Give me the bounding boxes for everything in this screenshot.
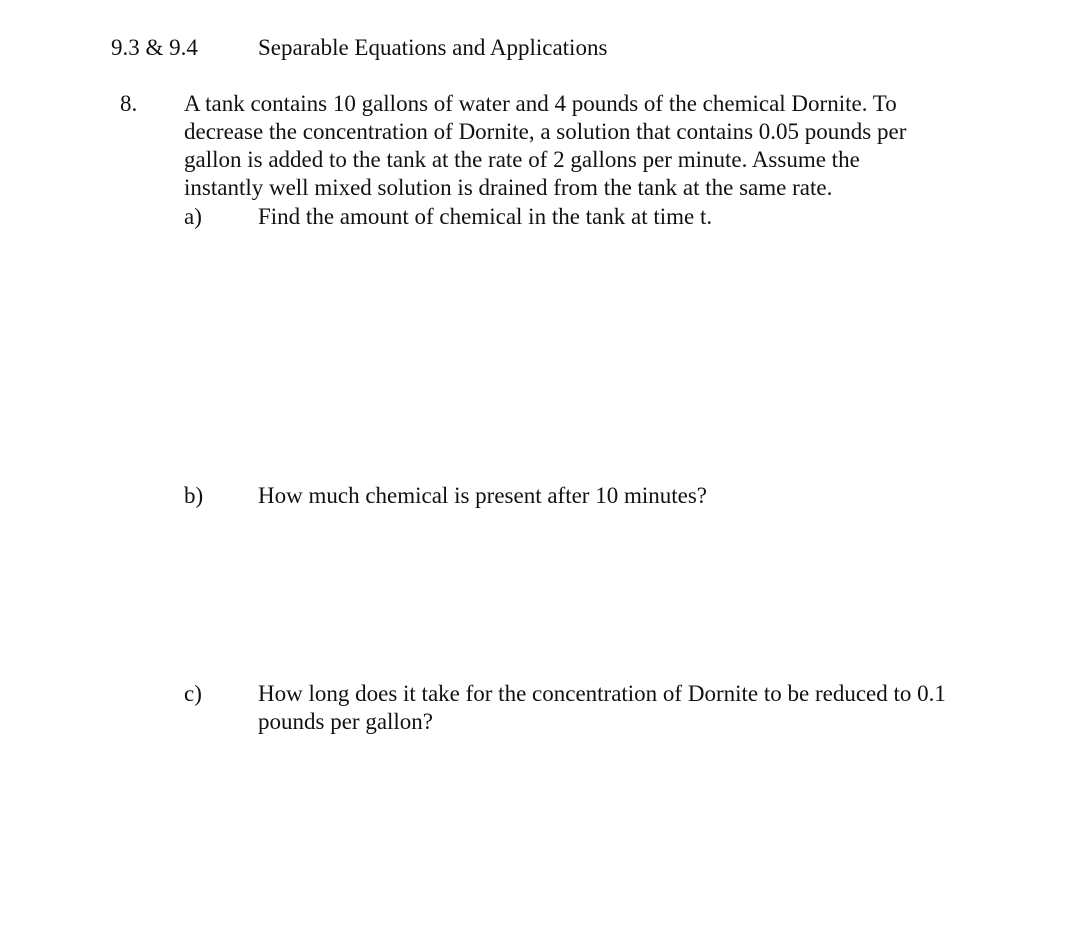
part-c-label: c) — [184, 681, 202, 706]
part-a-line: Find the amount of chemical in the tank at time t. — [258, 204, 713, 229]
problem-line: instantly well mixed solution is drained from the tank at the same rate. — [184, 175, 833, 200]
part-c-line: How long does it take for the concentration of Dornite to be reduced to 0.1 — [258, 681, 946, 706]
problem-line: gallon is added to the tank at the rate of 2 gallons per minute. Assume the — [184, 147, 860, 172]
section-title: Separable Equations and Applications — [258, 35, 608, 60]
part-b-question — [258, 482, 707, 510]
part-c-question — [258, 680, 946, 736]
problem-number: 8. — [120, 91, 138, 116]
problem-statement — [184, 90, 984, 202]
part-a-label: a) — [184, 204, 202, 229]
problem-line: decrease the concentration of Dornite, a solution that contains 0.05 pounds per — [184, 119, 907, 144]
section-number: 9.3 & 9.4 — [111, 35, 198, 60]
part-b-label: b) — [184, 483, 204, 508]
part-b-line: How much chemical is present after 10 minutes? — [258, 483, 707, 508]
part-c-line: pounds per gallon? — [258, 709, 434, 734]
part-a-question — [258, 203, 712, 231]
problem-line: A tank contains 10 gallons of water and 4 pounds of the chemical Dornite. To — [184, 91, 897, 116]
